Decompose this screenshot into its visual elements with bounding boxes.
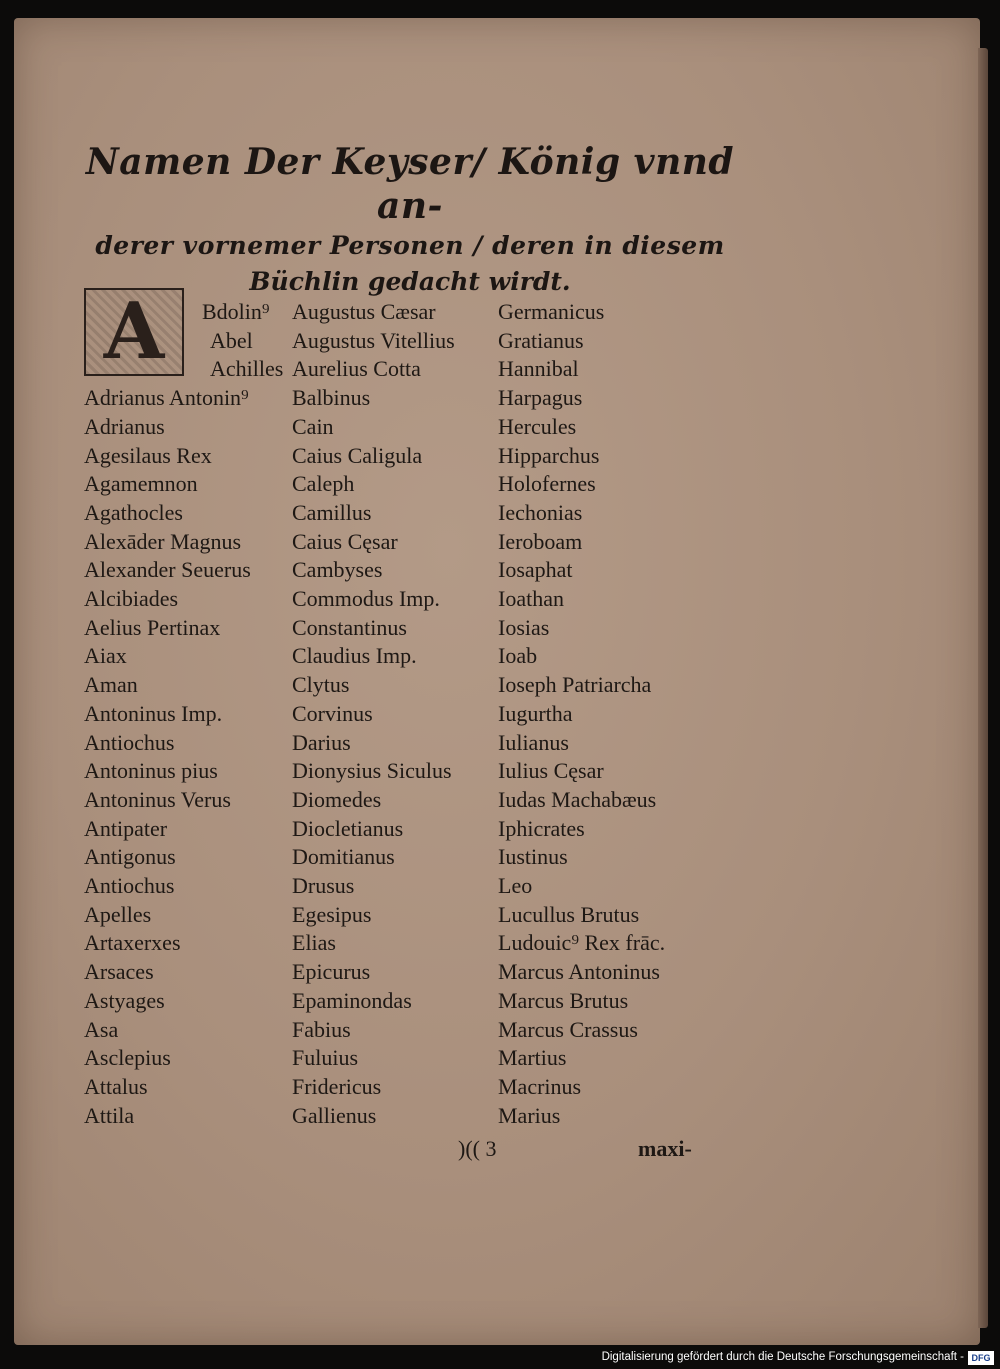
signature-mark: )(( 3 [458,1136,497,1161]
name-entry: Aiax [84,643,127,668]
name-entry: Balbinus [292,385,371,410]
name-entry: Attalus [84,1074,148,1099]
name-entry: Harpagus [498,385,583,410]
name-entry: Camillus [292,500,372,525]
name-entry: Gallienus [292,1103,377,1128]
name-entry: Augustus Cæsar [292,299,436,324]
name-entry: Iustinus [498,844,568,869]
name-entry: Asa [84,1017,119,1042]
name-entry: Hipparchus [498,443,600,468]
name-entry: Lucullus Brutus [498,902,640,927]
name-entry: Marcus Antoninus [498,959,660,984]
name-entry: Iosaphat [498,557,573,582]
name-entry: Egesipus [292,902,372,927]
name-entry: Epicurus [292,959,371,984]
name-entry: Iphicrates [498,816,585,841]
name-entry: Cain [292,414,334,439]
name-entry: Hercules [498,414,577,439]
title-line-3: Büchlin gedacht wirdt. [249,267,571,296]
name-entry: Arsaces [84,959,154,984]
name-entry: Aelius Pertinax [84,615,221,640]
initial-letter: A [103,286,165,377]
name-entry: Ludouic⁹ Rex frāc. [498,930,666,955]
name-entry: Adrianus Antonin⁹ [84,385,249,410]
digitization-credit: Digitalisierung gefördert durch die Deutsche Forschungsgemeinschaft - [601,1351,964,1363]
name-entry: Commodus Imp. [292,586,440,611]
name-entry: Attila [84,1103,135,1128]
name-entry: Antoninus Verus [84,787,231,812]
dfg-logo: DFG [968,1351,994,1365]
name-entry: Agesilaus Rex [84,443,212,468]
name-entry: Drusus [292,873,355,898]
name-entry: Iugurtha [498,701,573,726]
name-entry: Iechonias [498,500,583,525]
name-entry: Bdolin⁹ [202,299,270,324]
name-entry: Fabius [292,1017,351,1042]
name-entry: Constantinus [292,615,407,640]
name-entry: Gratianus [498,328,584,353]
name-entry: Domitianus [292,844,395,869]
name-entry: Alexāder Magnus [84,529,242,554]
name-entry: Diocletianus [292,816,404,841]
name-entry: Antiochus [84,873,175,898]
name-entry: Fuluius [292,1045,359,1070]
name-entry: Claudius Imp. [292,643,417,668]
name-entry: Elias [292,930,336,955]
name-entry: Agamemnon [84,471,198,496]
name-entry: Antigonus [84,844,176,869]
name-entry: Leo [498,873,533,898]
name-entry: Abel [210,328,253,353]
name-entry: Marius [498,1103,561,1128]
name-entry: Clytus [292,672,350,697]
name-entry: Alcibiades [84,586,179,611]
name-entry: Ioseph Patriarcha [498,672,652,697]
page-edge [978,48,988,1328]
name-entry: Asclepius [84,1045,171,1070]
name-entry: Iosias [498,615,550,640]
name-entry: Aman [84,672,138,697]
name-entry: Darius [292,730,351,755]
title-line-1: Namen Der Keyser/ König vnnd an- [85,141,735,227]
name-entry: Antoninus pius [84,758,218,783]
name-entry: Adrianus [84,414,165,439]
page-title [80,140,740,300]
name-entry: Diomedes [292,787,382,812]
name-entry: Antoninus Imp. [84,701,223,726]
name-entry: Achilles [210,356,284,381]
name-entry: Alexander Seuerus [84,557,251,582]
name-entry: Ieroboam [498,529,583,554]
name-entry: Holofernes [498,471,596,496]
name-entry: Iulius Cęsar [498,758,604,783]
name-entry: Augustus Vitellius [292,328,455,353]
title-line-2: derer vornemer Personen / deren in diesem [95,231,725,260]
name-entry: Germanicus [498,299,605,324]
name-entry: Astyages [84,988,165,1013]
name-entry: Iudas Machabæus [498,787,657,812]
name-entry: Corvinus [292,701,373,726]
catchword: maxi- [638,1136,692,1161]
name-entry: Antiochus [84,730,175,755]
name-entry: Agathocles [84,500,183,525]
name-entry: Aurelius Cotta [292,356,421,381]
name-entry: Cambyses [292,557,383,582]
name-entry: Caleph [292,471,355,496]
name-entry: Dionysius Siculus [292,758,452,783]
name-entry: Antipater [84,816,168,841]
name-entry: Marcus Crassus [498,1017,638,1042]
name-entry: Artaxerxes [84,930,181,955]
name-entry: Iulianus [498,730,569,755]
name-entry: Caius Cęsar [292,529,398,554]
name-entry: Apelles [84,902,152,927]
name-entry: Ioab [498,643,538,668]
name-entry: Fridericus [292,1074,382,1099]
name-entry: Macrinus [498,1074,582,1099]
name-entry: Marcus Brutus [498,988,629,1013]
name-entry: Martius [498,1045,567,1070]
name-entry: Epaminondas [292,988,412,1013]
name-entry: Hannibal [498,356,579,381]
name-entry: Caius Caligula [292,443,423,468]
decorated-initial [84,288,184,376]
name-entry: Ioathan [498,586,564,611]
